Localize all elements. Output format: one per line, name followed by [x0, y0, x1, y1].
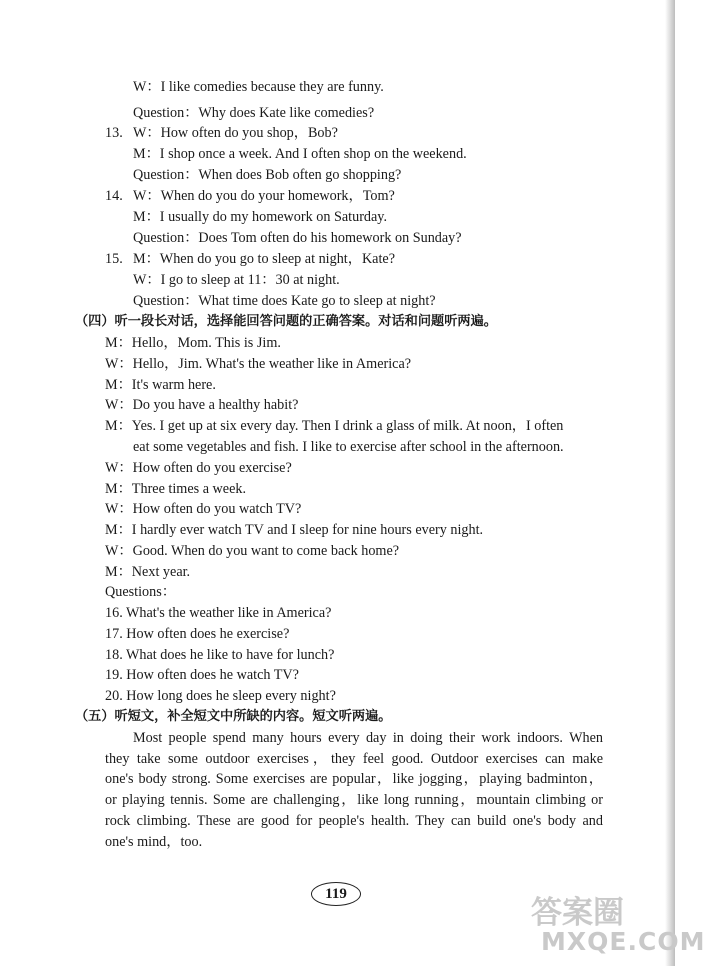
section-heading-4: （四）听一段长对话，选择能回答问题的正确答案。对话和问题听两遍。 — [75, 314, 497, 329]
dialogue-line: M：It's warm here. — [105, 377, 216, 393]
dialogue-line: W：Hello，Jim. What's the weather like in America? — [105, 356, 412, 372]
section-heading-5: （五）听短文，补全短文中所缺的内容。短文听两遍。 — [75, 709, 392, 724]
question-item-17: 17. How often does he exercise? — [105, 626, 290, 642]
page-number: 119 — [311, 882, 361, 906]
dialogue-line: M：I usually do my homework on Saturday. — [133, 209, 388, 225]
passage-line: Most people spend many hours every day in doing their work indoors. When — [133, 730, 603, 746]
dialogue-line: M：Next year. — [105, 564, 191, 580]
page-edge-shadow — [665, 0, 675, 966]
question-line: Question：Why does Kate like comedies? — [133, 105, 375, 121]
passage-line: or playing tennis. Some are challenging，like long running，mountain climbing or — [105, 792, 603, 808]
item-number-13: 13. — [105, 125, 123, 141]
watermark-logo — [505, 883, 705, 963]
dialogue-line: M：When do you go to sleep at night，Kate? — [133, 251, 396, 267]
dialogue-line: M：Hello，Mom. This is Jim. — [105, 335, 281, 351]
item-number-15: 15. — [105, 251, 123, 267]
dialogue-line: W：I go to sleep at 11：30 at night. — [133, 272, 340, 288]
dialogue-line: W：How often do you shop，Bob? — [133, 125, 338, 141]
question-item-18: 18. What does he like to have for lunch? — [105, 647, 335, 663]
question-item-16: 16. What's the weather like in America? — [105, 605, 332, 621]
dialogue-line: M：I hardly ever watch TV and I sleep for nine hours every night. — [105, 522, 484, 538]
dialogue-line: M：I shop once a week. And I often shop on the weekend. — [133, 146, 467, 162]
watermark-cn: 答案圈 — [531, 895, 624, 931]
question-line: Question：What time does Kate go to sleep at night? — [133, 293, 436, 309]
dialogue-line: W：I like comedies because they are funny. — [133, 79, 384, 95]
question-item-19: 19. How often does he watch TV? — [105, 667, 299, 683]
passage-line: they take some outdoor exercises，they feel good. Outdoor exercises can make — [105, 751, 603, 767]
dialogue-line: W：When do you do your homework，Tom? — [133, 188, 395, 204]
dialogue-line: M：Three times a week. — [105, 481, 247, 497]
dialogue-line: eat some vegetables and fish. I like to exercise after school in the afternoon. — [133, 439, 564, 455]
watermark-en: MXQE.COM — [541, 927, 705, 956]
question-line: Question：When does Bob often go shopping? — [133, 167, 402, 183]
dialogue-line: W：How often do you exercise? — [105, 460, 292, 476]
questions-label: Questions： — [105, 584, 176, 600]
dialogue-line: W：Do you have a healthy habit? — [105, 397, 299, 413]
passage-line: rock climbing. These are good for people's health. They can build one's body and — [105, 813, 603, 829]
question-item-20: 20. How long does he sleep every night? — [105, 688, 336, 704]
passage-line: one's mind，too. — [105, 834, 203, 850]
dialogue-line: W：Good. When do you want to come back home? — [105, 543, 400, 559]
dialogue-line: W：How often do you watch TV? — [105, 501, 302, 517]
dialogue-line: M：Yes. I get up at six every day. Then I drink a glass of milk. At noon，I often — [105, 418, 564, 434]
passage-line: one's body strong. Some exercises are popular，like jogging，playing badminton， — [105, 771, 603, 787]
item-number-14: 14. — [105, 188, 123, 204]
question-line: Question：Does Tom often do his homework on Sunday? — [133, 230, 462, 246]
